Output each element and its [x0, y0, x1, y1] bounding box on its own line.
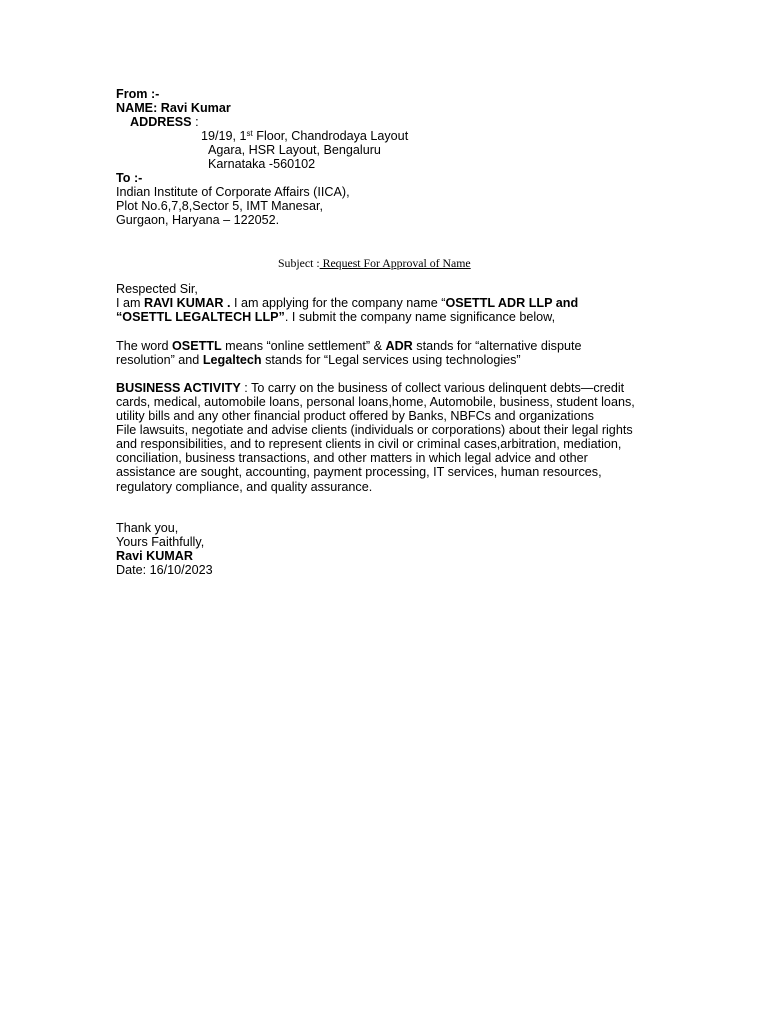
paragraph-2-line-2: resolution” and Legaltech stands for “Legal services using technologies” — [116, 353, 521, 367]
address-label-line — [130, 115, 199, 129]
to-label: To :- — [116, 171, 143, 185]
name-label: NAME: — [116, 101, 158, 115]
business-activity-line-7: assistance are sought, accounting, payment processing, IT services, human resources, — [116, 465, 602, 479]
recipient-line-1: Indian Institute of Corporate Affairs (IICA), — [116, 185, 350, 199]
subject-line — [278, 256, 471, 270]
business-activity-label: BUSINESS ACTIVITY — [116, 381, 241, 395]
business-activity-line-2: cards, medical, automobile loans, personal loans,home, Automobile, business, student loans, — [116, 395, 635, 409]
subject-text: Request For Approval of Name — [319, 256, 471, 270]
paragraph-2-line-1: The word OSETTL means “online settlement” & ADR stands for “alternative dispute — [116, 339, 582, 353]
sign-off: Yours Faithfully, — [116, 535, 205, 549]
thanks-line: Thank you, — [116, 521, 179, 535]
business-activity-line-3: utility bills and any other financial product offered by Banks, NBFCs and organizations — [116, 409, 594, 423]
from-label: From :- — [116, 87, 160, 101]
name-value: Ravi Kumar — [160, 101, 231, 115]
address-line-2: Agara, HSR Layout, Bengaluru — [208, 143, 381, 157]
subject-label: Subject : — [278, 256, 320, 270]
salutation: Respected Sir, — [116, 282, 198, 296]
recipient-line-2: Plot No.6,7,8,Sector 5, IMT Manesar, — [116, 199, 323, 213]
signatory-name: Ravi KUMAR — [116, 549, 193, 563]
business-activity-line-8: regulatory compliance, and quality assurance. — [116, 480, 373, 494]
recipient-line-3: Gurgaon, Haryana – 122052. — [116, 213, 280, 227]
paragraph-1-line-1: I am RAVI KUMAR . I am applying for the company name “OSETTL ADR LLP and — [116, 296, 579, 310]
business-activity-line-5: and responsibilities, and to represent clients in civil or criminal cases,arbitration, mediation, — [116, 437, 622, 451]
business-activity-line-4: File lawsuits, negotiate and advise clients (individuals or corporations) about their legal rights — [116, 423, 633, 437]
business-activity-line-1: BUSINESS ACTIVITY : To carry on the business of collect various delinquent debts—credit — [116, 381, 625, 395]
address-line-3: Karnataka -560102 — [208, 157, 316, 171]
sender-name — [116, 101, 231, 115]
address-line-1: 19/19, 1st Floor, Chandrodaya Layout — [201, 129, 409, 143]
address-label: ADDRESS — [130, 115, 192, 129]
business-activity-line-6: conciliation, business transactions, and other matters in which legal advice and other — [116, 451, 588, 465]
paragraph-1-line-2: “OSETTL LEGALTECH LLP”. I submit the company name significance below, — [116, 310, 556, 324]
letter-date: Date: 16/10/2023 — [116, 563, 213, 577]
address-colon: : — [195, 115, 199, 129]
